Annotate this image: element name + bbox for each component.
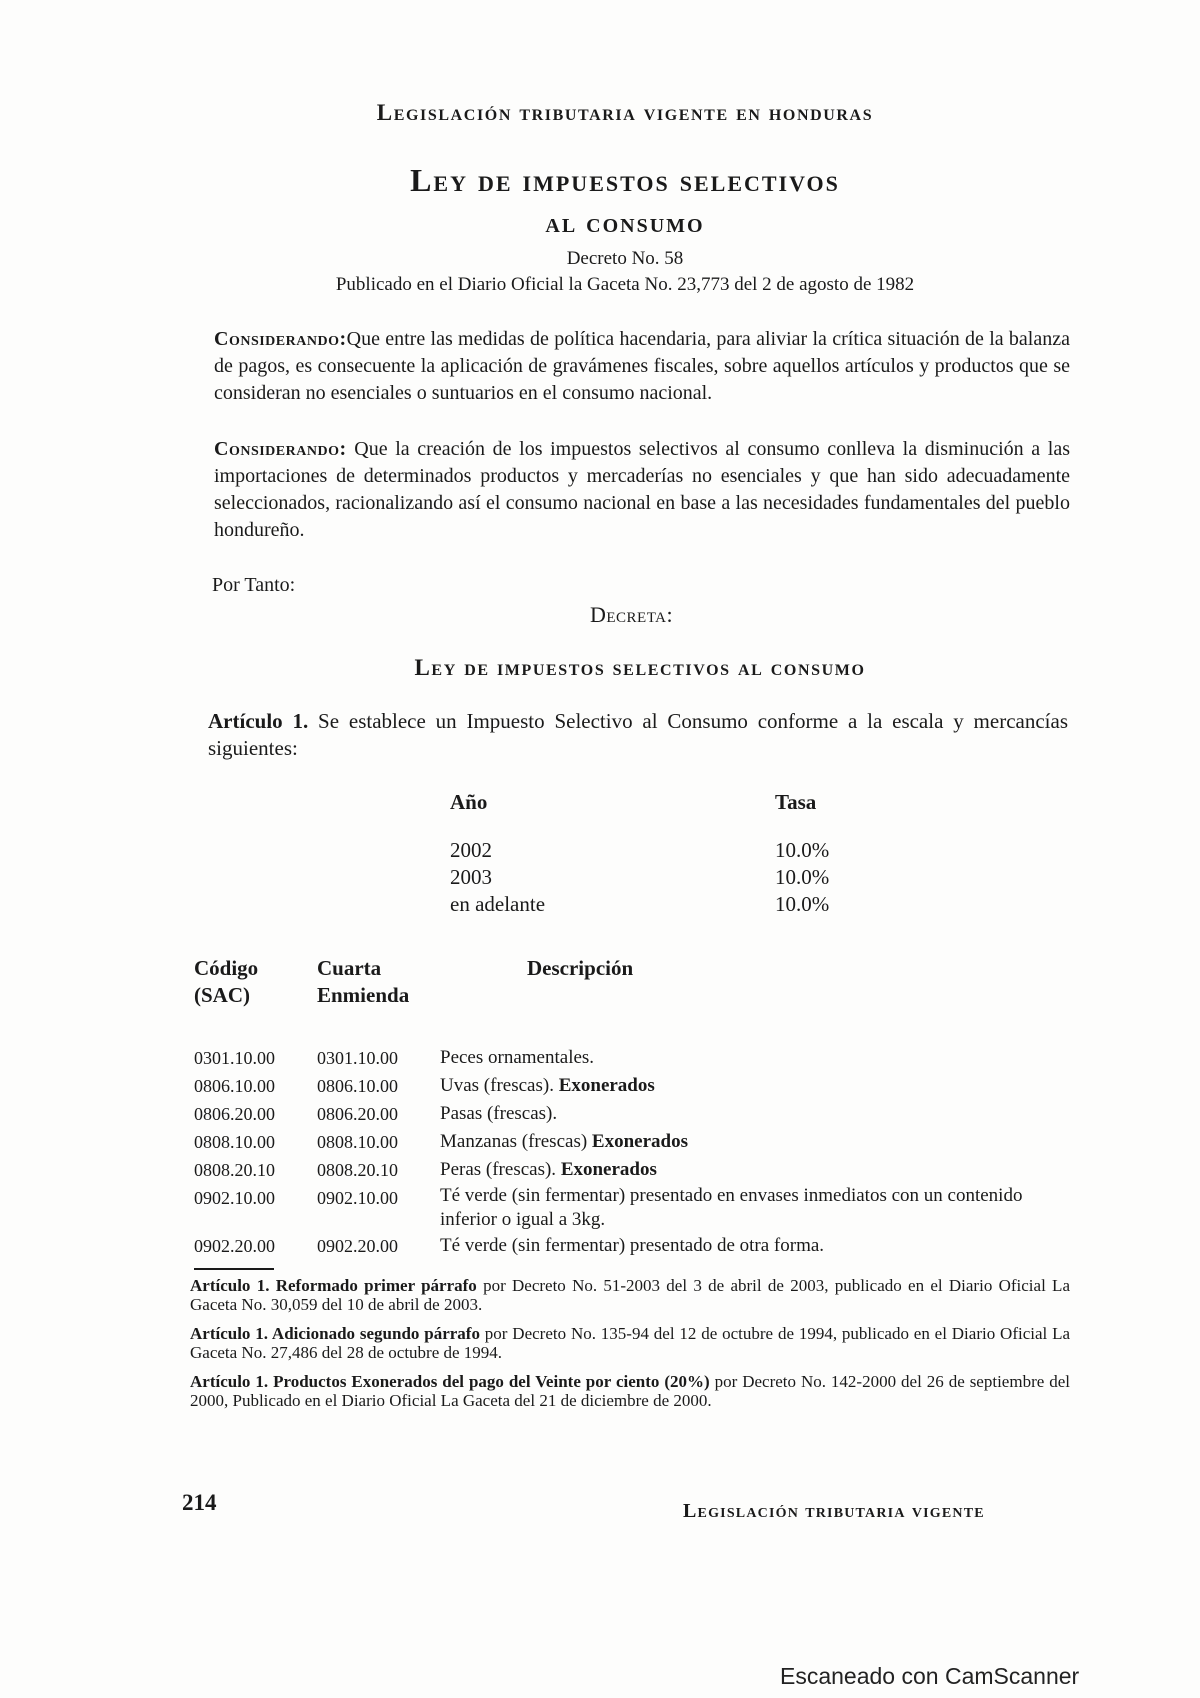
considerando-text: Que entre las medidas de política hacendaria, para aliviar la crítica situación de la balanza de pagos, es consecuente la aplicación de gravámenes fiscales, sobre aquellos artículos y productos que se consideran no esenciales o suntuarios en el consumo nacional. [214, 328, 1070, 404]
rate-table [450, 790, 870, 918]
exonerados-badge: Exonerados [558, 1075, 655, 1096]
description-text: Pasas (frescas). [440, 1103, 558, 1124]
enmienda-cell: 0808.10.00 [317, 1132, 398, 1152]
year-cell: 2003 [450, 865, 492, 889]
code-cell: 0808.10.00 [194, 1132, 275, 1152]
footnote [190, 1372, 1070, 1410]
description-text: Manzanas (frescas) [440, 1131, 592, 1152]
enmienda-cell: 0902.10.00 [317, 1188, 398, 1208]
code-cell: 0808.20.10 [194, 1160, 275, 1180]
exonerados-badge: Exonerados [560, 1159, 657, 1180]
rate-cell: 10.0% [775, 892, 830, 916]
footnote-divider [194, 1268, 274, 1270]
year-cell: 2002 [450, 838, 492, 862]
publication-note: Publicado en el Diario Oficial la Gaceta No. 23,773 del 2 de agosto de 1982 [335, 274, 915, 295]
rate-table-header [450, 790, 870, 815]
considerando-paragraph-1 [214, 326, 1070, 407]
enmienda-cell: 0902.20.00 [317, 1236, 398, 1256]
considerando-lead: Considerando: [214, 328, 347, 350]
table-row [194, 1128, 1074, 1156]
table-row [194, 1044, 1074, 1072]
footnotes [190, 1276, 1070, 1420]
description-header: Descripción [527, 956, 634, 980]
rate-cell: 10.0% [775, 865, 830, 889]
considerando-text: Que la creación de los impuestos selectivos al consumo conlleva la disminución a las importaciones de determinados productos y mercaderías no esenciales y que han sido adecuadamente seleccionados, racionalizando así el consumo nacional en base a las necesidades fundamentales del pueblo hondureño. [214, 438, 1070, 541]
table-row [194, 1072, 1074, 1100]
enmienda-cell: 0806.10.00 [317, 1076, 398, 1096]
running-footer: Legislación tributaria vigente [683, 1500, 985, 1522]
articulo-lead: Artículo 1. [208, 709, 309, 733]
considerando-lead: Considerando: [214, 438, 347, 460]
year-cell: en adelante [450, 892, 546, 916]
decreta-heading: Decreta: [590, 602, 674, 627]
description-cell [440, 1232, 1050, 1260]
code-header [194, 955, 317, 1009]
footnote [190, 1324, 1070, 1362]
year-header: Año [450, 790, 488, 814]
tariff-code-table [194, 955, 1074, 1260]
law-title-line1: Ley de impuestos selectivos [410, 162, 840, 198]
code-header-line2: (SAC) [194, 983, 250, 1007]
table-row [194, 1184, 1074, 1232]
code-header-line1: Código [194, 956, 259, 980]
enmienda-cell: 0301.10.00 [317, 1048, 398, 1068]
code-cell: 0301.10.00 [194, 1048, 275, 1068]
description-cell [440, 1128, 1050, 1156]
description-text: Té verde (sin fermentar) presentado en envases inmediatos con un contenido inferior o igual a 3kg. [440, 1185, 1023, 1230]
rate-row [450, 864, 870, 891]
considerando-paragraph-2 [214, 436, 1070, 544]
footnote-lead: Artículo 1. Productos Exonerados del pago del Veinte por ciento (20%) [190, 1372, 710, 1391]
description-text: Uvas (frescas). [440, 1075, 559, 1096]
footnote-text: por Decreto No. 142-2000 del 26 de septiembre del 2000, Publicado en el Diario Oficial La Gaceta del 21 de diciembre de 2000. [190, 1372, 1070, 1410]
table-row [194, 1156, 1074, 1184]
code-table-header [194, 955, 1074, 1009]
rate-header: Tasa [775, 790, 817, 814]
decree-number: Decreto No. 58 [566, 248, 684, 269]
rate-cell: 10.0% [775, 838, 830, 862]
description-cell [440, 1072, 1050, 1100]
footnote-lead: Artículo 1. Reformado primer párrafo [190, 1276, 477, 1295]
enmienda-cell: 0806.20.00 [317, 1104, 398, 1124]
footnote-text: por Decreto No. 51-2003 del 3 de abril de 2003, publicado en el Diario Oficial La Gaceta No. 30,059 del 10 de abril de 2003. [190, 1276, 1070, 1314]
camscanner-watermark: Escaneado con CamScanner [780, 1663, 1080, 1689]
cuarta-header-line1: Cuarta [317, 956, 382, 980]
rate-row [450, 837, 870, 864]
law-title-line2: al consumo [545, 208, 705, 239]
running-header: Legislación tributaria vigente en honduras [376, 100, 874, 125]
table-row [194, 1232, 1074, 1260]
por-tanto: Por Tanto: [212, 574, 296, 596]
code-cell: 0806.20.00 [194, 1104, 275, 1124]
description-cell [440, 1044, 1050, 1072]
code-cell: 0902.20.00 [194, 1236, 275, 1256]
cuarta-enmienda-header [317, 955, 477, 1009]
description-text: Peras (frescas). [440, 1159, 561, 1180]
cuarta-header-line2: Enmienda [317, 983, 410, 1007]
table-row [194, 1100, 1074, 1128]
description-cell [440, 1156, 1050, 1184]
code-cell: 0902.10.00 [194, 1188, 275, 1208]
enmienda-cell: 0808.20.10 [317, 1160, 398, 1180]
description-text: Peces ornamentales. [440, 1047, 595, 1068]
articulo-1-paragraph [208, 708, 1068, 762]
rate-row [450, 891, 870, 918]
footnote-lead: Artículo 1. Adicionado segundo párrafo [190, 1324, 480, 1343]
section-title: Ley de impuestos selectivos al consumo [414, 655, 866, 680]
description-text: Té verde (sin fermentar) presentado de otra forma. [440, 1235, 825, 1256]
description-cell [440, 1100, 1050, 1128]
footnote [190, 1276, 1070, 1314]
page-number: 214 [182, 1490, 217, 1515]
articulo-text: Se establece un Impuesto Selectivo al Consumo conforme a la escala y mercancías siguientes: [208, 709, 1068, 760]
code-cell: 0806.10.00 [194, 1076, 275, 1096]
footnote-text: por Decreto No. 135-94 del 12 de octubre de 1994, publicado en el Diario Oficial La Gaceta No. 27,486 del 28 de octubre de 1994. [190, 1324, 1071, 1362]
description-cell [440, 1184, 1050, 1232]
exonerados-badge: Exonerados [591, 1131, 688, 1152]
